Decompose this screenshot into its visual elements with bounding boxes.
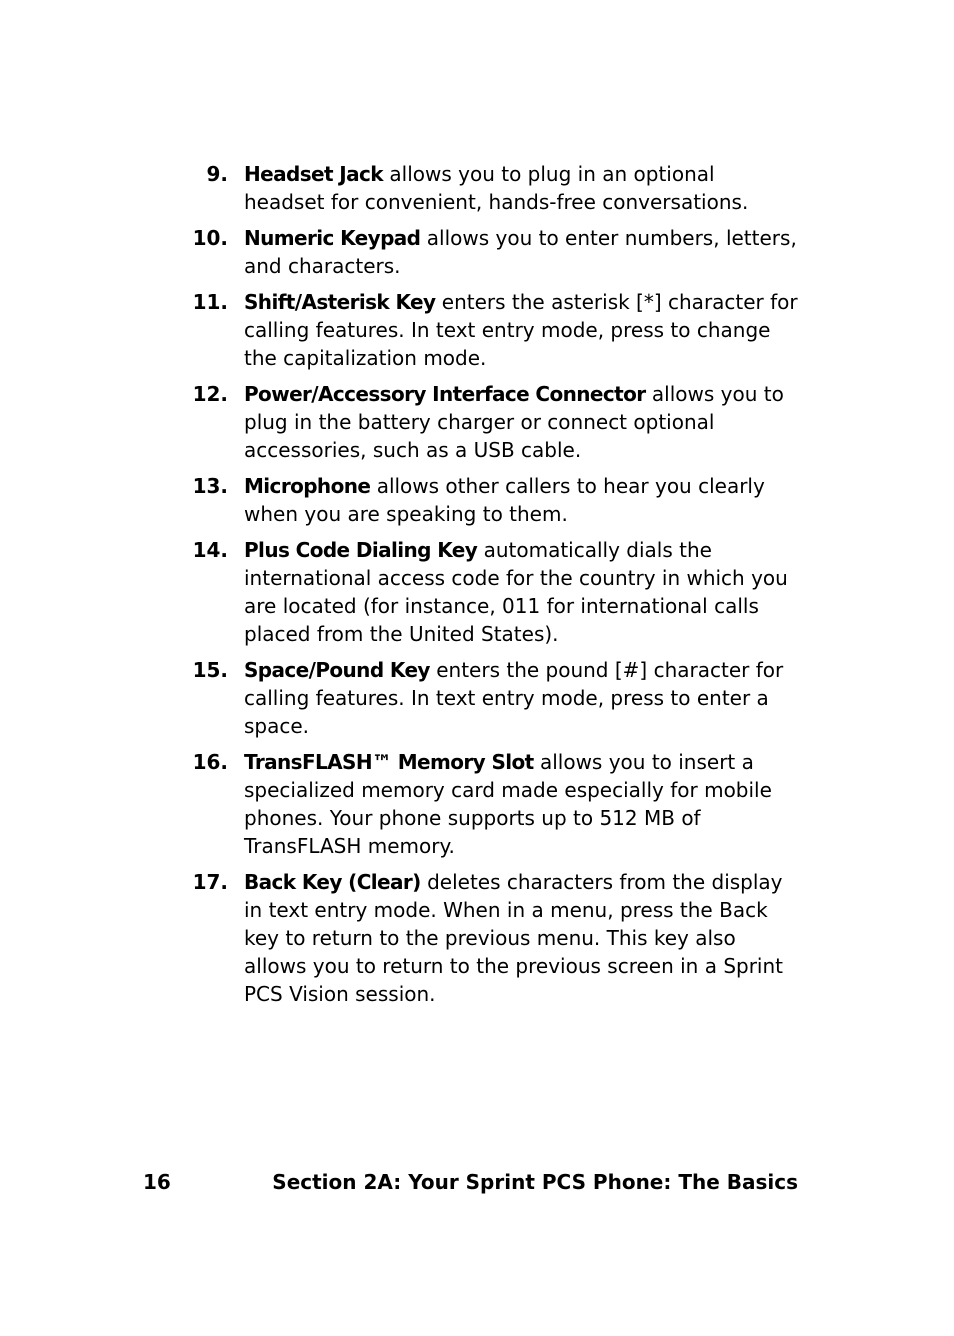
list-item <box>190 536 800 648</box>
item-term: Space/Pound Key <box>244 658 430 682</box>
item-description: deletes characters from the display in text entry mode. When in a menu, press the Back key to return to the previous menu. This key also allows you to return to the previous screen in a Sprint PCS Vision session. <box>244 870 784 1006</box>
item-description: allows you to plug in an optional headset for convenient, hands-free conversations. <box>244 162 749 214</box>
list-item <box>190 288 800 372</box>
item-term: Shift/Asterisk Key <box>244 290 436 314</box>
item-number: 13. <box>192 474 228 498</box>
item-number: 16. <box>192 750 228 774</box>
item-number: 9. <box>206 162 228 186</box>
item-description: automatically dials the international access code for the country in which you are located (for instance, 011 for international calls placed from the United States). <box>244 538 788 646</box>
item-description: enters the asterisk [*] character for calling features. In text entry mode, press to change the capitalization mode. <box>244 290 798 370</box>
item-number: 11. <box>192 290 228 314</box>
item-description: allows you to plug in the battery charger or connect optional accessories, such as a USB cable. <box>244 382 784 462</box>
item-term: Plus Code Dialing Key <box>244 538 478 562</box>
list-item <box>190 748 800 860</box>
list-item <box>190 224 800 280</box>
item-description: allows you to enter numbers, letters, and characters. <box>244 226 797 278</box>
item-number: 10. <box>192 226 228 250</box>
list-item <box>190 656 800 740</box>
item-number: 17. <box>192 870 228 894</box>
item-description: allows you to insert a specialized memory card made especially for mobile phones. Your phone supports up to 512 MB of TransFLASH memory. <box>244 750 772 858</box>
section-title: Section 2A: Your Sprint PCS Phone: The Basics <box>272 1170 798 1194</box>
item-term: Headset Jack <box>244 162 384 186</box>
item-number: 12. <box>192 382 228 406</box>
item-term: Power/Accessory Interface Connector <box>244 382 646 406</box>
item-number: 14. <box>192 538 228 562</box>
list-item <box>190 380 800 464</box>
item-term: Back Key (Clear) <box>244 870 421 894</box>
item-term: TransFLASH™ Memory Slot <box>244 750 534 774</box>
feature-list <box>190 160 800 1016</box>
page-number: 16 <box>143 1170 171 1194</box>
list-item <box>190 472 800 528</box>
item-term: Microphone <box>244 474 371 498</box>
item-term: Numeric Keypad <box>244 226 421 250</box>
item-number: 15. <box>192 658 228 682</box>
list-item <box>190 160 800 216</box>
item-description: allows other callers to hear you clearly when you are speaking to them. <box>244 474 765 526</box>
item-description: enters the pound [#] character for calling features. In text entry mode, press to enter a space. <box>244 658 784 738</box>
list-item <box>190 868 800 1008</box>
